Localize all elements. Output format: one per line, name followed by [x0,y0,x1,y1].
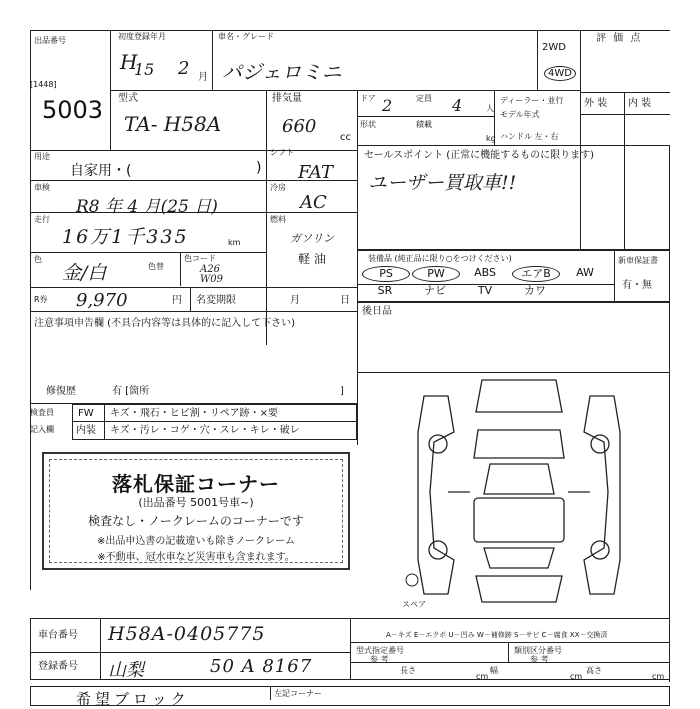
repair-close: ] [340,386,344,397]
form-label-ref-2: 参 考 [530,655,549,664]
capacity-value: 4 [452,96,463,115]
dim-length-label: 長さ [400,666,416,675]
door-value: 2 [382,96,393,115]
lot-small-number: [1448] [30,80,57,89]
chassis-label: 車台番号 [38,630,78,641]
equipment-item: カワ [524,284,546,297]
shape-label: 形状 [360,120,376,129]
guarantee-subtitle: (出品番号 5001号車~) [138,496,254,509]
fuel-value: ガソリン [290,232,334,245]
car-windshield-outline [484,464,554,494]
sales-point-value: ユーザー買取車!! [368,172,517,194]
form-label-model-designation: 型式指定番号 [356,646,404,655]
lot-header-label: 出品番号 [34,36,66,45]
fw-label: FW [78,408,94,419]
recycle-unit: 円 [172,295,182,306]
warranty-label: 新車保証書 [618,256,658,265]
car-name: パジェロミニ [222,60,342,84]
reg-number-label: 登録番号 [38,661,78,672]
load-unit: kg [486,134,496,143]
equipment-item: PS [362,266,410,282]
recycle-value: 9,970 [76,290,128,311]
equipment-item: AW [576,266,594,279]
model-label: 型式 [118,93,138,104]
color-code-label: 色コード [184,254,216,263]
fuel-label: 燃料 [270,215,286,224]
capacity-unit: 人 [486,104,494,113]
inspection-label: 車検 [34,183,50,192]
equipment-item: エアB [512,266,560,282]
reg-year: 15 [134,60,155,79]
car-grade-label: 車名・グレード [218,32,274,41]
form-label-ref-1: 参 考 [370,655,389,664]
displacement-unit: cc [340,132,351,143]
deadline-label: 名変期限 [196,295,236,306]
fuel-option: 軽 油 [298,252,326,266]
guarantee-stamp [42,452,350,570]
door-label: ドア [360,94,376,103]
repair-label: 修復歴 [46,386,76,397]
usage-label: 用途 [34,152,50,161]
load-label: 積載 [416,120,432,129]
guarantee-line1: 検査なし・ノークレームのコーナーです [88,514,304,528]
rear-seat-label: 後日品 [362,306,392,317]
guarantee-note1: ※出品申込書の記載違いも除きノークレーム [96,536,296,547]
model-year-label: モデル年式 [500,110,540,119]
car-damage-diagram [404,372,634,612]
inspector-label-2: 記入欄 [30,425,54,434]
displacement-value: 660 [282,116,317,137]
ac-value: AC [300,192,327,213]
car-trunk-outline [476,576,562,602]
wheel-front-right [591,435,609,453]
dim-width-label: 幅 [490,666,498,675]
month-unit: 月 [198,72,208,83]
dim-width-unit: cm [570,672,583,681]
equipment-title: 装備品 (純正品に限り○をつけください) [368,254,512,263]
inspector-interior-label: 内装 [76,425,96,436]
color-code-value: A26 W09 [200,264,224,285]
usage-value: 自家用・( [70,163,132,179]
reg-prefecture: 山梨 [108,660,144,681]
car-rear-window-outline [484,548,554,568]
warranty-value: 有・無 [622,280,652,291]
guarantee-note2: ※不動車、冠水車など災害車も含まれます。 [97,552,295,563]
dim-height-label: 高さ [586,666,602,675]
equipment-item: PW [412,266,460,282]
car-hood-outline [474,430,564,458]
eval-label: 評 価 点 [596,33,643,44]
shift-label: シフト [270,148,294,157]
inspector-label-1: 検査員 [30,408,54,417]
displacement-label: 排気量 [272,93,302,104]
exterior-label: 外 装 [584,98,608,109]
car-left-side-outline [418,396,454,594]
damage-legend: A－キズ E－エクボ U－凹み W－補修跡 S－サビ C－腐食 XX－交換済 [386,631,608,639]
guarantee-title: 落札保証コーナー [112,472,280,496]
color-value: 金/白 [62,262,107,284]
equipment-item: ABS [474,266,496,279]
dim-height-unit: cm [652,672,665,681]
mileage-value: 16万1千335 [62,226,189,248]
form-label-class: 類別区分番号 [514,646,562,655]
car-right-side-outline [584,396,620,594]
model-value: TA- H58A [124,112,222,136]
interior-label: 内 装 [628,98,652,109]
dim-length-unit: cm [476,672,489,681]
drive-2wd: 2WD [542,42,566,53]
inspection-value: R8 年 4 月(25 日) [76,197,218,217]
color-change-label: 色替 [148,262,164,271]
deadline-month: 月 [290,295,300,306]
deadline-day: 日 [340,295,350,306]
ac-label: 冷房 [270,183,286,192]
sales-point-label: セールスポイント (正常に機能するものに限ります) [364,150,595,161]
mileage-unit: km [228,238,241,247]
recycle-label: R券 [34,295,48,304]
drive-4wd-circled: 4WD [544,66,576,81]
car-roof-outline [476,380,562,412]
inspector-interior-items: キズ・汚レ・コゲ・穴・スレ・キレ・破レ [110,425,300,436]
capacity-label: 定員 [416,94,432,103]
equipment-item: TV [477,284,493,297]
notes-label: 注意事項申告欄 (不具合内容等は具体的に記入して下さい) [34,318,295,329]
chassis-value: H58A-0405775 [108,623,266,645]
reg-era: H [120,50,138,74]
lot-number: 5003 [42,96,104,124]
repair-value: 有 [箇所 [112,386,150,397]
reg-year-label: 初度登録年月 [118,32,166,41]
equipment-item: SR [377,284,393,297]
car-cabin-outline [474,498,564,542]
color-label: 色 [34,255,42,264]
wheel-front-left [429,435,447,453]
spare-tire [406,574,418,586]
dealer-label: ディーラー・並行 [500,96,564,105]
fw-items: キズ・飛石・ヒビ割・リペア跡・×要 [110,408,278,419]
handle-label: ハンドル 左・右 [500,132,559,141]
spare-label: スペア [402,600,426,609]
corner-label: 左記コーナー [274,689,322,698]
desired-block-label: 希望ブロック [76,690,190,708]
reg-plate: 50 A 8167 [210,656,313,677]
reg-month: 2 [178,58,190,79]
shift-value: FAT [298,162,333,183]
equipment-item: ナビ [424,284,446,297]
usage-close: ) [256,160,262,176]
mileage-label: 走行 [34,215,50,224]
